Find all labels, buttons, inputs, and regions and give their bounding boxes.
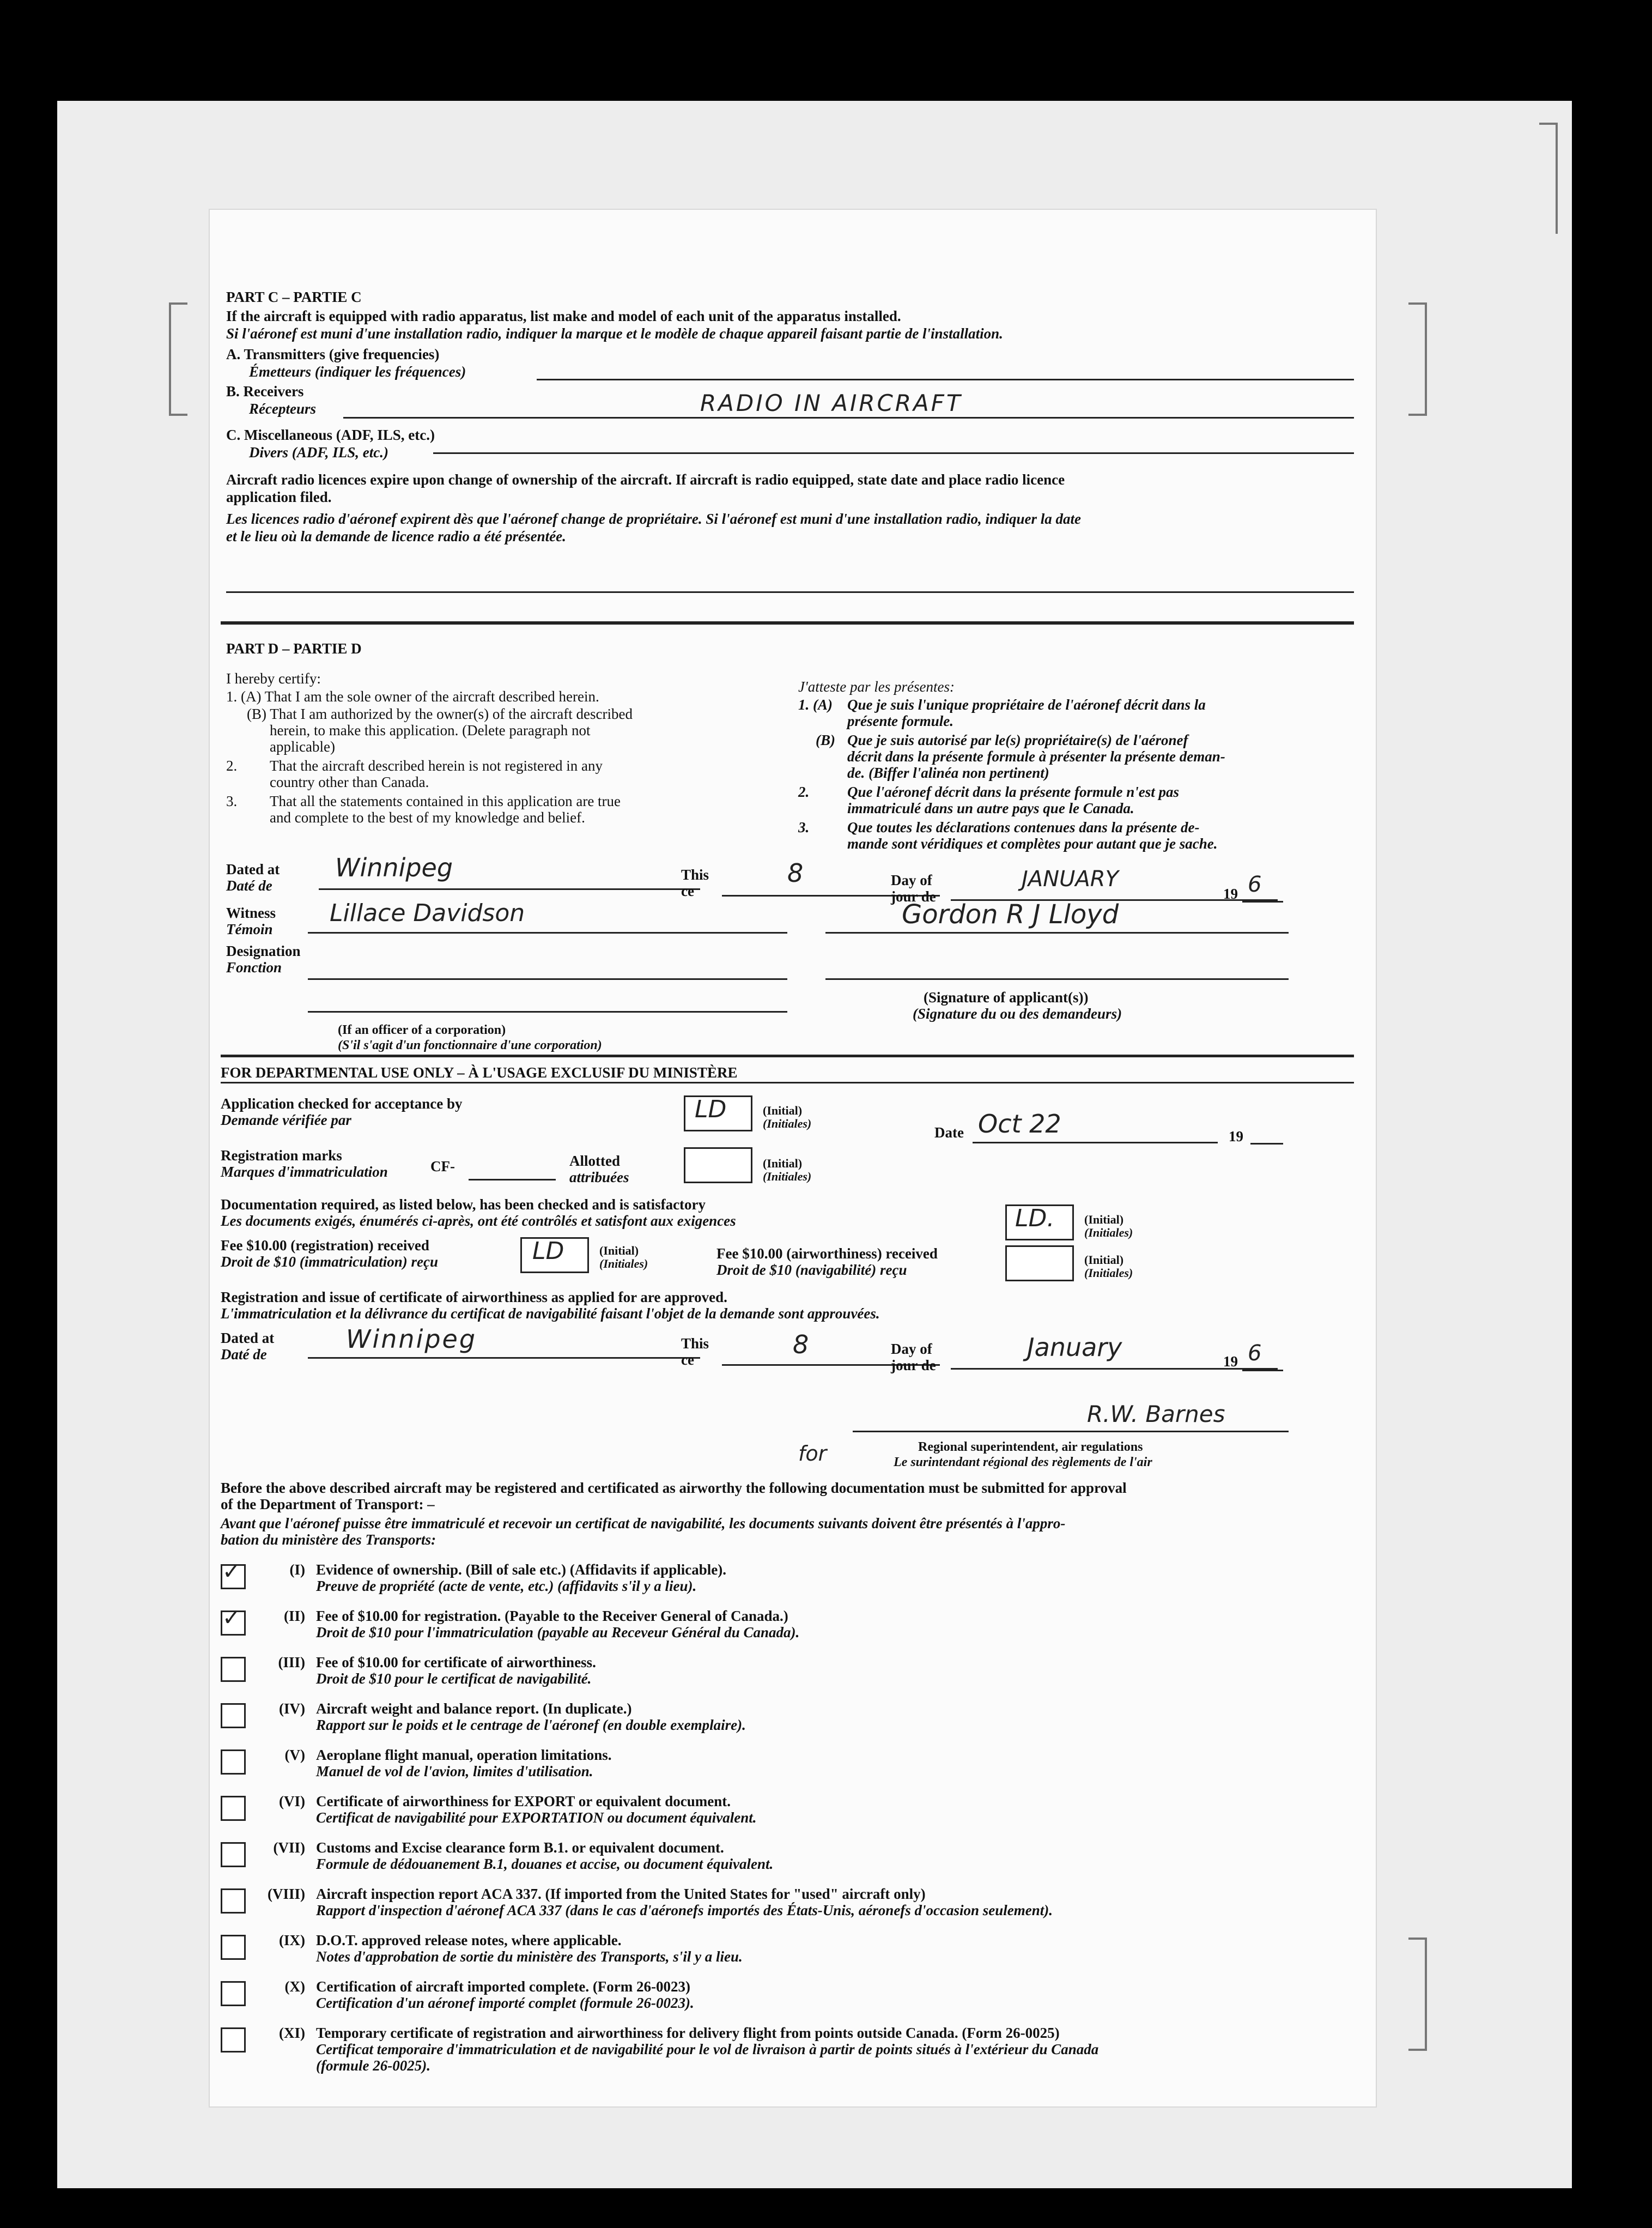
- witness-label-fr: Témoin: [226, 921, 273, 937]
- date-value: Oct 22: [978, 1109, 1061, 1139]
- dept-day-of-label-fr: jour de: [891, 1357, 936, 1373]
- requirement-text-fr: Certificat de navigabilité pour EXPORTATION ou document équivalent.: [316, 1809, 757, 1826]
- frame-corner-mark: [169, 302, 187, 416]
- requirement-text-en: Customs and Excise clearance form B.1. or equivalent document.: [316, 1839, 724, 1856]
- cert-en-1b-1: (B) That I am authorized by the owner(s) of the aircraft described: [247, 706, 633, 722]
- cert-fr-3-num: 3.: [798, 819, 810, 836]
- cert-en-2-num: 2.: [226, 758, 238, 774]
- for-note: for: [798, 1442, 827, 1466]
- officer-note-fr: (S'il s'agit d'un fonctionnaire d'une corporation): [338, 1038, 602, 1052]
- dept-day-of-value: January: [1027, 1333, 1122, 1362]
- allotted-label-fr: attribuées: [569, 1169, 629, 1185]
- applicant-line-2: [825, 978, 1289, 980]
- frame-corner-mark: [1408, 1938, 1427, 2051]
- requirement-checkbox[interactable]: [221, 1749, 246, 1775]
- certify-fr: J'atteste par les présentes:: [798, 679, 955, 695]
- part-c-intro-fr: Si l'aéronef est muni d'une installation radio, indiquer la marque et le modèle de chaque appareil faisant partie de l'installation.: [226, 325, 1003, 342]
- requirement-checkbox[interactable]: [221, 1657, 246, 1682]
- requirement-text-fr: Certification d'un aéronef importé complet (formule 26-0023).: [316, 1995, 694, 2011]
- superintendent-signature: R.W. Barnes: [1087, 1401, 1225, 1427]
- requirement-text-fr: Manuel de vol de l'avion, limites d'utilisation.: [316, 1763, 593, 1779]
- fee-reg-initial-value: LD: [532, 1237, 564, 1265]
- requirement-number: (II): [284, 1608, 305, 1624]
- requirement-checkbox[interactable]: [221, 1981, 246, 2006]
- section-divider: [221, 621, 1354, 625]
- dated-at-line: [319, 888, 700, 890]
- requirement-number: (VIII): [267, 1886, 305, 1902]
- fee-air-initial-label-fr: (Initiales): [1084, 1266, 1133, 1280]
- requirement-text-fr: Preuve de propriété (acte de vente, etc.) (affidavits s'il y a lieu).: [316, 1578, 697, 1594]
- licence-note-en-2: application filed.: [226, 489, 332, 505]
- cert-en-3-2: and complete to the best of my knowledge and belief.: [270, 809, 585, 826]
- departmental-rule: [221, 1082, 1354, 1083]
- dept-day-of-label-en: Day of: [891, 1341, 932, 1357]
- date-line: [973, 1142, 1218, 1143]
- applicant-signature: Gordon R J Lloyd: [902, 899, 1119, 930]
- transmitters-label-en: A. Transmitters (give frequencies): [226, 346, 440, 362]
- requirement-text-fr: Rapport sur le poids et le centrage de l'aéronef (en double exemplaire).: [316, 1717, 746, 1733]
- requirement-text-en: Certificate of airworthiness for EXPORT or equivalent document.: [316, 1793, 731, 1809]
- misc-label-fr: Divers (ADF, ILS, etc.): [249, 444, 388, 461]
- year-prefix: 19: [1223, 886, 1238, 902]
- requirement-checkbox[interactable]: [221, 1606, 246, 1636]
- cert-fr-1b-1: Que je suis autorisé par le(s) propriétaire(s) de l'aéronef: [847, 732, 1188, 748]
- misc-line: [433, 452, 1354, 454]
- requirement-number: (VI): [279, 1793, 305, 1809]
- requirement-text-fr: Rapport d'inspection d'aéronef ACA 337 (dans le cas d'aéronefs importés des États-Unis, aéronefs d'occasion seulement).: [316, 1902, 1053, 1918]
- frame-corner-mark: [1408, 302, 1427, 416]
- cert-en-1b-2: herein, to make this application. (Delete paragraph not: [270, 722, 591, 738]
- receivers-line: [343, 417, 1354, 419]
- requirement-text-en: Aircraft inspection report ACA 337. (If imported from the United States for "used" aircraft only): [316, 1886, 926, 1902]
- fee-air-label-en: Fee $10.00 (airworthiness) received: [716, 1245, 938, 1262]
- aircraft-registration-form-page: [210, 210, 1376, 2106]
- part-d-heading: PART D – PARTIE D: [226, 640, 362, 657]
- docs-label-fr: Les documents exigés, énumérés ci-après, ont été contrôlés et satisfont aux exigences: [221, 1213, 736, 1229]
- cert-en-1b-3: applicable): [270, 738, 335, 755]
- requirement-number: (XI): [279, 2025, 305, 2041]
- docs-initial-value: LD.: [1015, 1204, 1055, 1232]
- superintendent-label-fr: Le surintendant régional des règlements de l'air: [894, 1455, 1152, 1469]
- marks-label-fr: Marques d'immatriculation: [221, 1164, 388, 1180]
- licence-note-fr-1: Les licences radio d'aéronef expirent dès que l'aéronef change de propriétaire. Si l'aéronef est muni d'une installation radio, indiquer la date: [226, 511, 1082, 527]
- frame-corner-mark: [1539, 123, 1558, 234]
- day-of-value: JANUARY: [1022, 867, 1119, 892]
- year-line: [1242, 901, 1283, 903]
- transmitters-label-fr: Émetteurs (indiquer les fréquences): [249, 364, 466, 380]
- applicant-signature-line: [825, 932, 1289, 934]
- fee-reg-initial-label-en: (Initial): [599, 1244, 639, 1257]
- dept-dated-at-line: [308, 1357, 700, 1359]
- day-of-label-fr: jour de: [891, 888, 936, 905]
- requirement-number: (IX): [279, 1932, 305, 1948]
- witness-label-en: Witness: [226, 905, 276, 921]
- requirement-checkbox[interactable]: [221, 1888, 246, 1914]
- dept-this-day-value: 8: [793, 1330, 809, 1359]
- checked-initial-label-fr: (Initiales): [763, 1117, 812, 1130]
- year-value: 6: [1248, 872, 1262, 897]
- cert-en-3-1: That all the statements contained in this application are true: [270, 793, 621, 809]
- applicant-label-en: (Signature of applicant(s)): [924, 989, 1089, 1006]
- requirement-text-fr: Certificat temporaire d'immatriculation et de navigabilité pour le vol de livraison à partir de points situés à l'extérieur du Canada: [316, 2041, 1099, 2057]
- date-year-line: [1250, 1143, 1283, 1145]
- requirement-text-en: Certification of aircraft imported complete. (Form 26-0023): [316, 1978, 691, 1995]
- cert-fr-3-1: Que toutes les déclarations contenues dans la présente de-: [847, 819, 1200, 836]
- requirements-intro-fr-1: Avant que l'aéronef puisse être immatriculé et recevoir un certificat de navigabilité, les documents suivants doivent être présentés à l'appro-: [221, 1515, 1066, 1531]
- approved-label-fr: L'immatriculation et la délivrance du certificat de navigabilité faisant l'objet de la demande sont approuvées.: [221, 1305, 880, 1322]
- fee-reg-label-en: Fee $10.00 (registration) received: [221, 1237, 429, 1254]
- requirement-number: (VII): [273, 1839, 305, 1856]
- requirement-number: (I): [289, 1561, 305, 1578]
- date-label: Date: [934, 1124, 964, 1141]
- dated-at-label-fr: Daté de: [226, 877, 272, 894]
- designation-label-fr: Fonction: [226, 959, 282, 976]
- cert-fr-2-2: immatriculé dans un autre pays que le Canada.: [847, 800, 1134, 816]
- fee-reg-label-fr: Droit de $10 (immatriculation) reçu: [221, 1254, 439, 1270]
- witness-line: [308, 932, 787, 934]
- checked-label-fr: Demande vérifiée par: [221, 1112, 351, 1128]
- fee-air-label-fr: Droit de $10 (navigabilité) reçu: [716, 1262, 907, 1278]
- receivers-value: RADIO IN AIRCRAFT: [700, 390, 963, 416]
- cert-fr-1a-num: 1. (A): [798, 697, 833, 713]
- misc-label-en: C. Miscellaneous (ADF, ILS, etc.): [226, 427, 435, 443]
- applicant-label-fr: (Signature du ou des demandeurs): [913, 1006, 1122, 1022]
- dept-year-line: [1242, 1370, 1283, 1371]
- dept-year-prefix: 19: [1223, 1353, 1238, 1370]
- licence-note-fr-2: et le lieu où la demande de licence radio a été présentée.: [226, 528, 566, 544]
- requirement-text-en: Temporary certificate of registration and airworthiness for delivery flight from points outside Canada. (Form 26-0025): [316, 2025, 1060, 2041]
- this-day-value: 8: [787, 858, 804, 888]
- checked-initial-value: LD: [695, 1095, 727, 1123]
- part-c-heading: PART C – PARTIE C: [226, 289, 362, 305]
- dated-at-label-en: Dated at: [226, 861, 280, 877]
- requirement-text-en: Evidence of ownership. (Bill of sale etc.) (Affidavits if applicable).: [316, 1561, 726, 1578]
- requirement-text-en: Fee of $10.00 for registration. (Payable to the Receiver General of Canada.): [316, 1608, 788, 1624]
- docs-initial-label-fr: (Initiales): [1084, 1226, 1133, 1239]
- checkmark-icon: ✓: [222, 1606, 241, 1631]
- part-c-intro-en: If the aircraft is equipped with radio apparatus, list make and model of each unit of the apparatus installed.: [226, 308, 901, 324]
- requirement-text-en: Aircraft weight and balance report. (In duplicate.): [316, 1700, 632, 1717]
- dept-this-label-fr: ce: [681, 1352, 694, 1368]
- marks-initial-label-en: (Initial): [763, 1157, 803, 1170]
- dept-year-value: 6: [1248, 1341, 1262, 1366]
- requirement-checkbox[interactable]: [221, 1559, 246, 1589]
- requirements-intro-en-2: of the Department of Transport: –: [221, 1496, 435, 1512]
- requirement-text-fr: Droit de $10 pour l'immatriculation (payable au Receveur Général du Canada).: [316, 1624, 800, 1640]
- cert-fr-1a-2: présente formule.: [847, 713, 953, 729]
- this-label-fr: ce: [681, 883, 694, 899]
- requirements-intro-en-1: Before the above described aircraft may be registered and certificated as airworthy the following documentation must be submitted for approval: [221, 1480, 1127, 1496]
- marks-label-en: Registration marks: [221, 1147, 342, 1164]
- allotted-label-en: Allotted: [569, 1153, 620, 1169]
- cert-en-2-2: country other than Canada.: [270, 774, 429, 790]
- cert-en-3-num: 3.: [226, 793, 238, 809]
- cert-fr-1a-1: Que je suis l'unique propriétaire de l'aéronef décrit dans la: [847, 697, 1206, 713]
- cert-fr-3-2: mande sont véridiques et complètes pour autant que je sache.: [847, 836, 1218, 852]
- day-of-label-en: Day of: [891, 872, 932, 888]
- marks-line: [469, 1179, 556, 1180]
- superintendent-line: [853, 1431, 1289, 1432]
- marks-prefix: CF-: [430, 1158, 455, 1174]
- this-label-en: This: [681, 867, 709, 883]
- date-year: 19: [1229, 1128, 1243, 1145]
- requirement-checkbox[interactable]: [221, 1842, 246, 1867]
- dated-at-value: Winnipeg: [335, 853, 453, 882]
- docs-initial-label-en: (Initial): [1084, 1213, 1124, 1226]
- requirement-text-fr-cont: (formule 26-0025).: [316, 2057, 430, 2074]
- superintendent-label-en: Regional superintendent, air regulations: [918, 1440, 1143, 1454]
- checked-label-en: Application checked for acceptance by: [221, 1095, 463, 1112]
- certify-en: I hereby certify:: [226, 670, 321, 687]
- fee-air-initial-label-en: (Initial): [1084, 1253, 1124, 1267]
- requirement-checkbox[interactable]: [221, 1703, 246, 1728]
- checked-initial-label-en: (Initial): [763, 1104, 803, 1117]
- receivers-label-fr: Récepteurs: [249, 401, 316, 417]
- requirement-text-fr: Formule de dédouanement B.1, douanes et accise, ou document équivalent.: [316, 1856, 774, 1872]
- requirement-checkbox[interactable]: [221, 1935, 246, 1960]
- cert-fr-1b-3: de. (Biffer l'alinéa non pertinent): [847, 765, 1049, 781]
- cert-fr-1b-num: (B): [816, 732, 835, 748]
- licence-line: [226, 591, 1354, 593]
- dept-dated-at-value: Winnipeg: [346, 1324, 477, 1354]
- cert-en-2-1: That the aircraft described herein is not registered in any: [270, 758, 603, 774]
- fee-reg-initial-label-fr: (Initiales): [599, 1257, 648, 1270]
- docs-label-en: Documentation required, as listed below, has been checked and is satisfactory: [221, 1196, 706, 1213]
- requirement-number: (V): [284, 1747, 305, 1763]
- designation-line: [308, 978, 787, 980]
- requirement-checkbox[interactable]: [221, 1796, 246, 1821]
- requirement-text-fr: Notes d'approbation de sortie du ministère des Transports, s'il y a lieu.: [316, 1948, 743, 1965]
- requirement-number: (X): [284, 1978, 305, 1995]
- transmitters-line: [537, 379, 1354, 380]
- dept-this-label-en: This: [681, 1335, 709, 1352]
- marks-initial-label-fr: (Initiales): [763, 1170, 812, 1183]
- cert-en-1a: 1. (A) That I am the sole owner of the aircraft described herein.: [226, 688, 599, 705]
- dept-dated-at-label-en: Dated at: [221, 1330, 275, 1346]
- checkmark-icon: ✓: [222, 1559, 241, 1584]
- requirement-number: (III): [278, 1654, 305, 1670]
- approved-label-en: Registration and issue of certificate of airworthiness as applied for are approved.: [221, 1289, 727, 1305]
- receivers-label-en: B. Receivers: [226, 383, 304, 399]
- departmental-heading: FOR DEPARTMENTAL USE ONLY – À L'USAGE EXCLUSIF DU MINISTÈRE: [221, 1064, 738, 1081]
- requirement-text-en: D.O.T. approved release notes, where applicable.: [316, 1932, 622, 1948]
- witness-signature: Lillace Davidson: [330, 899, 525, 927]
- section-divider: [221, 1055, 1354, 1057]
- cert-fr-2-1: Que l'aéronef décrit dans la présente formule n'est pas: [847, 784, 1179, 800]
- requirement-checkbox[interactable]: [221, 2027, 246, 2053]
- officer-note-en: (If an officer of a corporation): [338, 1023, 506, 1037]
- dept-dated-at-label-fr: Daté de: [221, 1346, 267, 1363]
- cert-fr-1b-2: décrit dans la présente formule à présenter la présente deman-: [847, 748, 1225, 765]
- requirement-text-en: Aeroplane flight manual, operation limitations.: [316, 1747, 612, 1763]
- licence-note-en-1: Aircraft radio licences expire upon change of ownership of the aircraft. If aircraft is radio equipped, state date and place radio licence: [226, 471, 1065, 488]
- requirements-intro-fr-2: bation du ministère des Transports:: [221, 1531, 436, 1548]
- officer-line: [308, 1011, 787, 1013]
- requirement-text-en: Fee of $10.00 for certificate of airworthiness.: [316, 1654, 596, 1670]
- requirement-number: (IV): [279, 1700, 305, 1717]
- marks-initial-box: [684, 1147, 752, 1183]
- fee-air-initial-box: [1005, 1245, 1074, 1281]
- designation-label-en: Designation: [226, 943, 301, 959]
- cert-fr-2-num: 2.: [798, 784, 810, 800]
- requirement-text-fr: Droit de $10 pour le certificat de navigabilité.: [316, 1670, 592, 1687]
